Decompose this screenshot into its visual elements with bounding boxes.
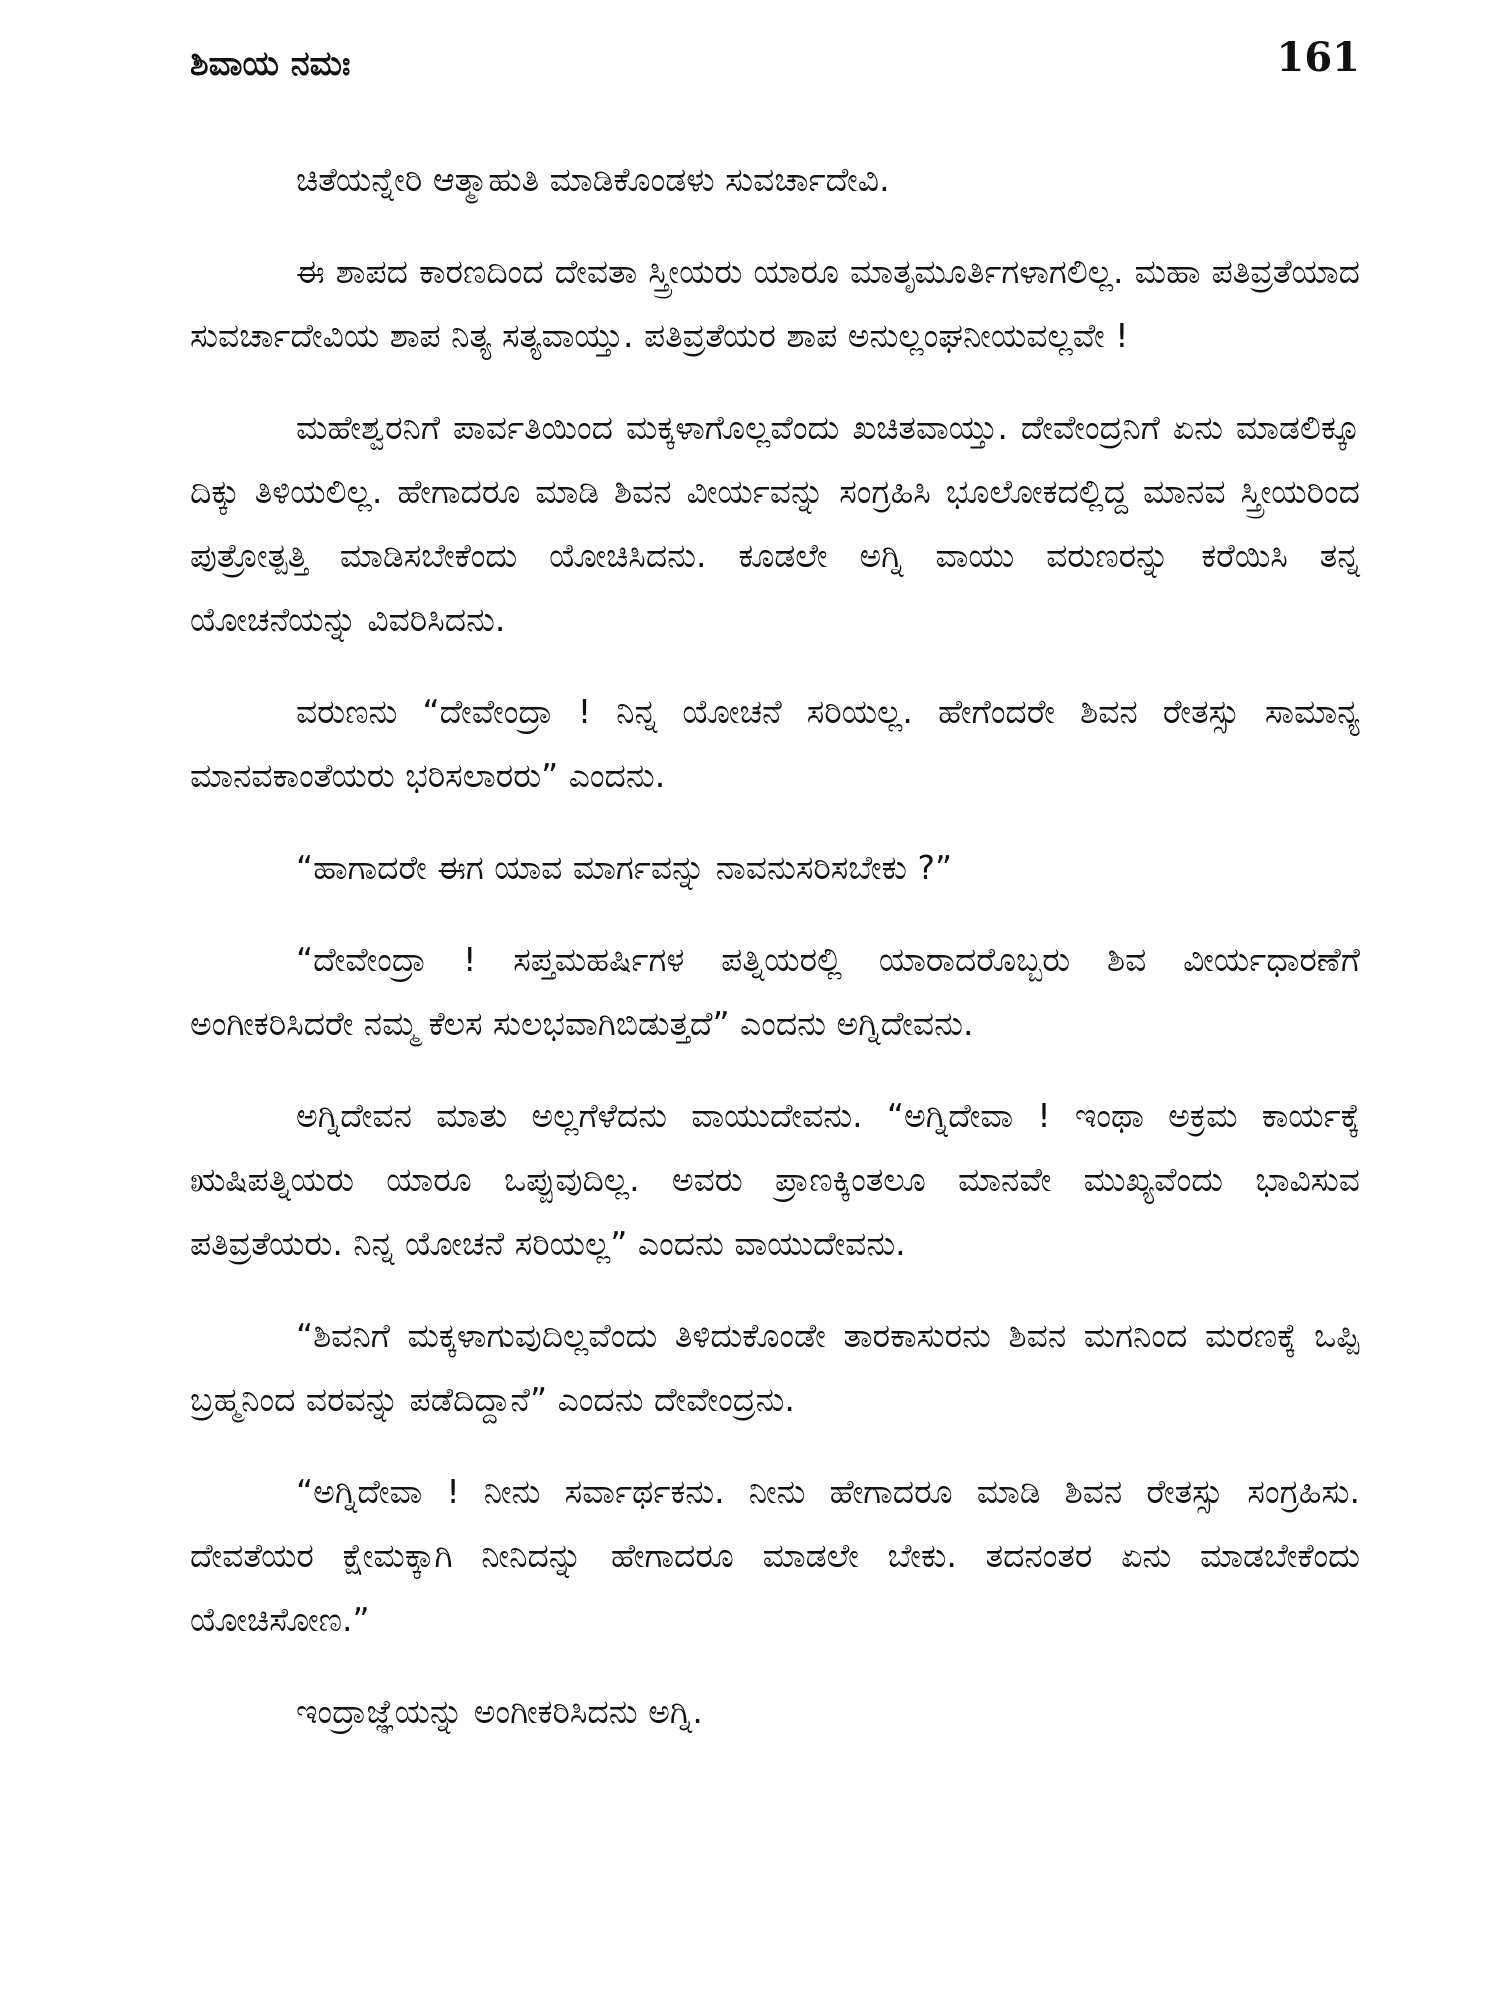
body-text (190, 148, 1360, 1772)
paragraph-4: ವರುಣನು “ದೇವೇಂದ್ರಾ ! ನಿನ್ನ ಯೋಚನೆ ಸರಿಯಲ್ಲ. ಹೇಗೆಂದರೇ ಶಿವನ ರೇತಸ್ಸು ಸಾಮಾನ್ಯ ಮಾನವಕಾಂತೆಯರು ಭರಿಸಲಾರರು” ಎಂದನು. (190, 692, 1360, 795)
paragraph-7: ಅಗ್ನಿದೇವನ ಮಾತು ಅಲ್ಲಗೆಳೆದನು ವಾಯುದೇವನು. “ಅಗ್ನಿದೇವಾ ! ಇಂಥಾ ಅಕ್ರಮ ಕಾರ್ಯಕ್ಕೆ ಋಷಿಪತ್ನಿಯರು ಯಾರೂ ಒಪ್ಪುವುದಿಲ್ಲ. ಅವರು ಪ್ರಾಣಕ್ಕಿಂತಲೂ ಮಾನವೇ ಮುಖ್ಯವೆಂದು ಭಾವಿಸುವ ಪತಿವ್ರತೆಯರು. ನಿನ್ನ ಯೋಚನೆ ಸರಿಯಲ್ಲ” ಎಂದನು ವಾಯುದೇವನು. (190, 1096, 1360, 1263)
paragraph-8: “ಶಿವನಿಗೆ ಮಕ್ಕಳಾಗುವುದಿಲ್ಲವೆಂದು ತಿಳಿದುಕೊಂಡೇ ತಾರಕಾಸುರನು ಶಿವನ ಮಗನಿಂದ ಮರಣಕ್ಕೆ ಒಪ್ಪಿ ಬ್ರಹ್ಮನಿಂದ ವರವನ್ನು ಪಡೆದಿದ್ದಾನೆ” ಎಂದನು ದೇವೇಂದ್ರನು. (190, 1316, 1360, 1419)
paragraph-9: “ಅಗ್ನಿದೇವಾ ! ನೀನು ಸರ್ವಾರ್ಥಕನು. ನೀನು ಹೇಗಾದರೂ ಮಾಡಿ ಶಿವನ ರೇತಸ್ಸು ಸಂಗ್ರಹಿಸು. ದೇವತೆಯರ ಕ್ಷೇಮಕ್ಕಾಗಿ ನೀನಿದನ್ನು ಹೇಗಾದರೂ ಮಾಡಲೇ ಬೇಕು. ತದನಂತರ ಏನು ಮಾಡಬೇಕೆಂದು ಯೋಚಿಸೋಣ.” (190, 1472, 1360, 1639)
paragraph-1: ಚಿತೆಯನ್ನೇರಿ ಆತ್ಮಾಹುತಿ ಮಾಡಿಕೊಂಡಳು ಸುವರ್ಚಾದೇವಿ. (296, 160, 890, 199)
page-number: 161 (1276, 34, 1360, 81)
running-title: ಶಿವಾಯ ನಮಃ (190, 44, 351, 84)
paragraph-6: “ದೇವೇಂದ್ರಾ ! ಸಪ್ತಮಹರ್ಷಿಗಳ ಪತ್ನಿಯರಲ್ಲಿ ಯಾರಾದರೊಬ್ಬರು ಶಿವ ವೀರ್ಯಧಾರಣೆಗೆ ಅಂಗೀಕರಿಸಿದರೇ ನಮ್ಮ ಕೆಲಸ ಸುಲಭವಾಗಿಬಿಡುತ್ತದೆ” ಎಂದನು ಅಗ್ನಿದೇವನು. (190, 940, 1360, 1043)
paragraph-2: ಈ ಶಾಪದ ಕಾರಣದಿಂದ ದೇವತಾ ಸ್ತ್ರೀಯರು ಯಾರೂ ಮಾತೃಮೂರ್ತಿಗಳಾಗಲಿಲ್ಲ. ಮಹಾ ಪತಿವ್ರತೆಯಾದ ಸುವರ್ಚಾದೇವಿಯ ಶಾಪ ನಿತ್ಯ ಸತ್ಯವಾಯ್ತು. ಪತಿವ್ರತೆಯರ ಶಾಪ ಅನುಲ್ಲಂಘನೀಯವಲ್ಲವೇ ! (190, 252, 1360, 355)
paragraph-3: ಮಹೇಶ್ವರನಿಗೆ ಪಾರ್ವತಿಯಿಂದ ಮಕ್ಕಳಾಗೊಲ್ಲವೆಂದು ಖಚಿತವಾಯ್ತು. ದೇವೇಂದ್ರನಿಗೆ ಏನು ಮಾಡಲಿಕ್ಕೂ ದಿಕ್ಕು ತಿಳಿಯಲಿಲ್ಲ. ಹೇಗಾದರೂ ಮಾಡಿ ಶಿವನ ವೀರ್ಯವನ್ನು ಸಂಗ್ರಹಿಸಿ ಭೂಲೋಕದಲ್ಲಿದ್ದ ಮಾನವ ಸ್ತ್ರೀಯರಿಂದ ಪುತ್ರೋತ್ಪತ್ತಿ ಮಾಡಿಸಬೇಕೆಂದು ಯೋಚಿಸಿದನು. ಕೂಡಲೇ ಅಗ್ನಿ ವಾಯು ವರುಣರನ್ನು ಕರೆಯಿಸಿ ತನ್ನ ಯೋಚನೆಯನ್ನು ವಿವರಿಸಿದನು. (190, 408, 1360, 639)
paragraph-5: “ಹಾಗಾದರೇ ಈಗ ಯಾವ ಮಾರ್ಗವನ್ನು ನಾವನುಸರಿಸಬೇಕು ?” (296, 848, 953, 887)
paragraph-10: ಇಂದ್ರಾಜ್ಞೆಯನ್ನು ಅಂಗೀಕರಿಸಿದನು ಅಗ್ನಿ. (296, 1692, 703, 1731)
